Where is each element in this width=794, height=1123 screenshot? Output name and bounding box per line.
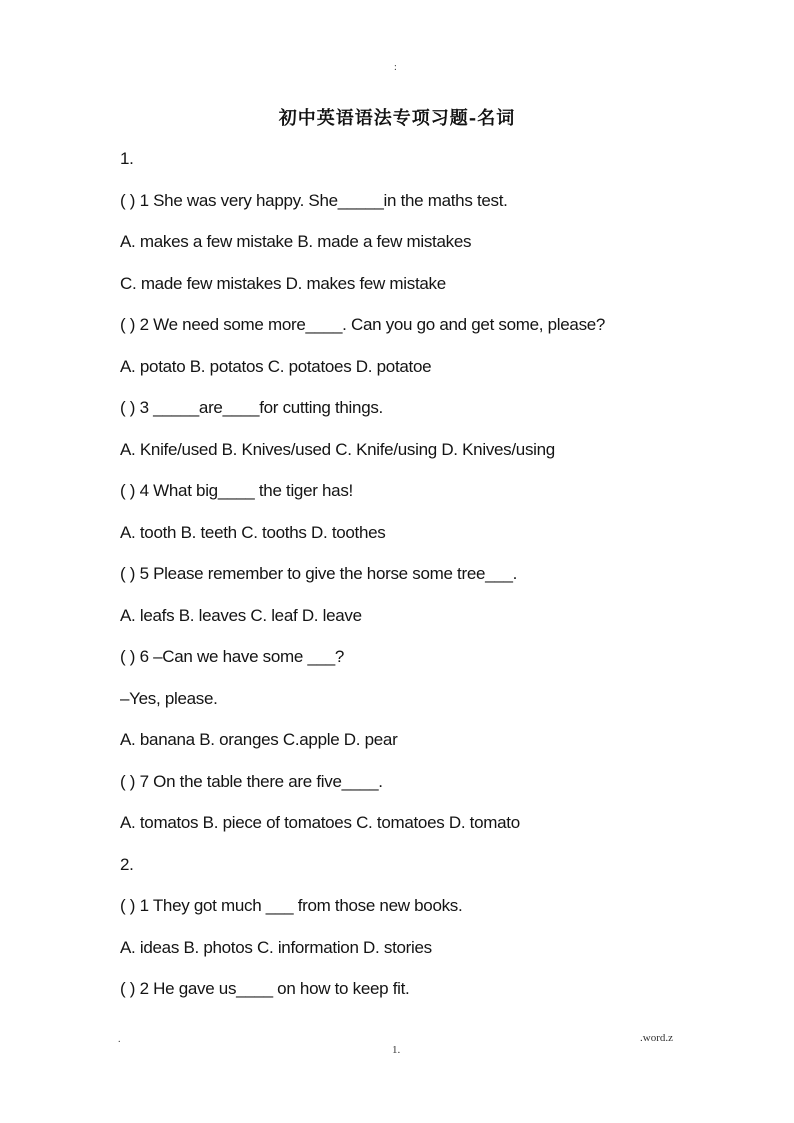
section-number-2: 2. [120,854,134,874]
question-1-5: ( ) 5 Please remember to give the horse some tree___. [120,564,518,583]
section-number-1: 1. [120,149,134,168]
question-1-3: ( ) 3 _____are____for cutting things. [120,398,383,417]
footer-left-mark: . [118,1034,121,1045]
question-2-1: ( ) 1 They got much ___ from those new books. [120,896,463,915]
options-1-2: A. potato B. potatos C. potatoes D. potatoe [120,356,432,376]
options-1-4: A. tooth B. teeth C. tooths D. toothes [120,522,386,542]
footer-right-mark: .word.z [640,1032,673,1044]
question-1-7: ( ) 7 On the table there are five____. [120,771,383,791]
options-1-7: A. tomatos B. piece of tomatoes C. tomatoes D. tomato [120,813,520,832]
options-2-1: A. ideas B. photos C. information D. stories [120,937,432,957]
question-1-6-reply: –Yes, please. [120,688,218,708]
question-2-2: ( ) 2 He gave us____ on how to keep fit. [120,979,410,998]
exercise-content [120,149,740,1021]
options-1-6: A. banana B. oranges C.apple D. pear [120,730,398,749]
question-1-1: ( ) 1 She was very happy. She_____in the maths test. [120,190,508,210]
page-title: 初中英语语法专项习题-名词 [278,108,516,129]
options-1-5: A. leafs B. leaves C. leaf D. leave [120,605,362,625]
options-1-1-cd: C. made few mistakes D. makes few mistake [120,273,446,293]
question-1-6: ( ) 6 –Can we have some ___? [120,647,345,666]
options-1-1-ab: A. makes a few mistake B. made a few mistakes [120,232,472,251]
question-1-4: ( ) 4 What big____ the tiger has! [120,481,353,500]
options-1-3: A. Knife/used B. Knives/used C. Knife/using D. Knives/using [120,439,555,459]
question-1-2: ( ) 2 We need some more____. Can you go and get some, please? [120,315,606,334]
header-mark: : [394,62,397,73]
page-number: 1. [392,1044,401,1056]
